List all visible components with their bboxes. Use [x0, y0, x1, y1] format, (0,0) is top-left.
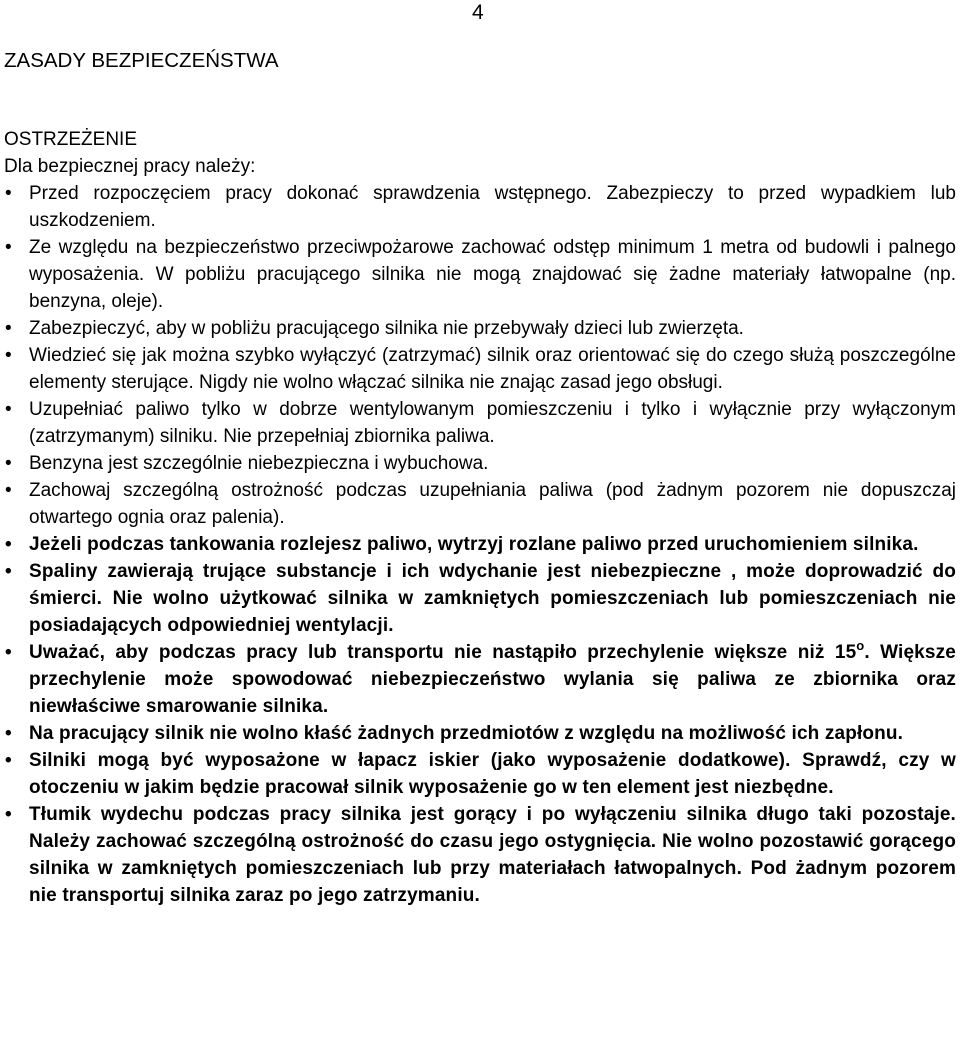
section-title: ZASADY BEZPIECZEŃSTWA: [4, 49, 279, 72]
degree-symbol: o: [856, 638, 865, 653]
list-item: • Wiedzieć się jak można szybko wyłączyć (zatrzymać) silnik oraz orientować się do czego służą poszczególne elementy sterujące. Nigdy nie wolno włączać silnika nie znając zasad jego obsługi.: [4, 342, 956, 396]
warning-heading: OSTRZEŻENIE: [4, 129, 138, 150]
list-item: [4, 639, 956, 720]
tilt-rule-text: Uważać, aby podczas pracy lub transportu nie nastąpiło przechylenie większe niż 15: [29, 642, 857, 663]
list-item: • Benzyna jest szczególnie niebezpieczna i wybuchowa.: [4, 450, 956, 477]
list-item: • Na pracujący silnik nie wolno kłaść żadnych przedmiotów z względu na możliwość ich zapłonu.: [4, 720, 956, 747]
tilt-rule-text-continued: . Większe przechylenie może spowodować niebezpieczeństwo wylania się paliwa ze zbiornika oraz niewłaściwe smarowanie silnika.: [29, 642, 956, 717]
warning-intro: Dla bezpiecznej pracy należy:: [4, 156, 256, 177]
list-item: • Zabezpieczyć, aby w pobliżu pracującego silnika nie przebywały dzieci lub zwierzęta.: [4, 315, 956, 342]
list-item: • Tłumik wydechu podczas pracy silnika jest gorący i po wyłączeniu silnika długo taki pozostaje. Należy zachować szczególną ostrożność do czasu jego ostygnięcia. Nie wolno pozostawić gorącego silnika w zamkniętych pomieszczeniach lub przy materiałach łatwopalnych. Pod żadnym pozorem nie transportuj silnika zaraz po jego zatrzymaniu.: [4, 801, 956, 909]
safety-rules-list: [4, 180, 956, 909]
list-item: • Ze względu na bezpieczeństwo przeciwpożarowe zachować odstęp minimum 1 metra od budowli i palnego wyposażenia. W pobliżu pracującego silnika nie mogą znajdować się żadne materiały łatwopalne (np. benzyna, oleje).: [4, 234, 956, 315]
page-number: 4: [472, 1, 484, 24]
list-item: • Spaliny zawierają trujące substancje i ich wdychanie jest niebezpieczne , może doprowadzić do śmierci. Nie wolno użytkować silnika w zamkniętych pomieszczeniach lub pomieszczeniach nie posiadających odpowiedniej wentylacji.: [4, 558, 956, 639]
list-item: • Silniki mogą być wyposażone w łapacz iskier (jako wyposażenie dodatkowe). Sprawdź, czy w otoczeniu w jakim będzie pracował silnik wyposażenie go w ten element jest niezbędne.: [4, 747, 956, 801]
list-item: • Przed rozpoczęciem pracy dokonać sprawdzenia wstępnego. Zabezpieczy to przed wypadkiem lub uszkodzeniem.: [4, 180, 956, 234]
list-item: • Jeżeli podczas tankowania rozlejesz paliwo, wytrzyj rozlane paliwo przed uruchomieniem silnika.: [4, 531, 956, 558]
list-item: • Uzupełniać paliwo tylko w dobrze wentylowanym pomieszczeniu i tylko i wyłącznie przy wyłączonym (zatrzymanym) silniku. Nie przepełniaj zbiornika paliwa.: [4, 396, 956, 450]
warning-block: [4, 126, 956, 909]
list-item: • Zachowaj szczególną ostrożność podczas uzupełniania paliwa (pod żadnym pozorem nie dopuszczaj otwartego ognia oraz palenia).: [4, 477, 956, 531]
